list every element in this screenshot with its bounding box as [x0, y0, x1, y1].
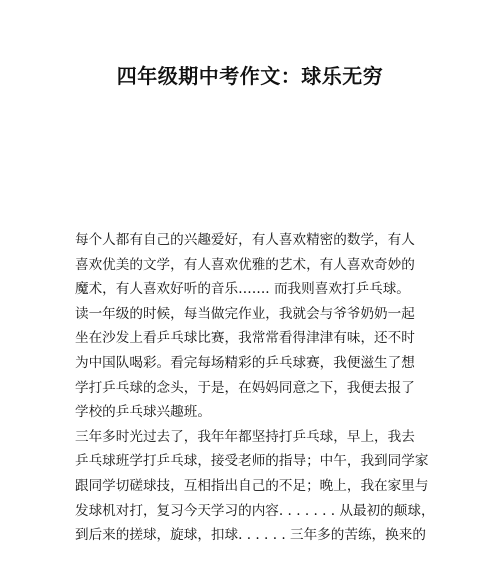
text-line: 乒乓球班学打乒乓球，接受老师的指导；中午，我到同学家: [75, 453, 429, 470]
paragraph-1: [75, 228, 435, 302]
text-line: 三年多时光过去了，我年年都坚持打乒乓球，早上，我去: [75, 428, 415, 445]
text-line: 每个人都有自己的兴趣爱好，有人喜欢精密的数学，有人: [75, 232, 415, 248]
text-line: 喜欢优美的文学，有人喜欢优雅的艺术，有人喜欢奇妙的: [75, 256, 415, 273]
text-line: 跟同学切磋球技，互相指出自己的不足；晚上，我在家里与: [75, 477, 429, 494]
text-line: 学打乒乓球的念头，于是，在妈妈同意之下，我便去报了: [75, 379, 415, 396]
text-line: 魔术，有人喜欢好听的音乐……. 而我则喜欢打乒乓球。: [75, 281, 410, 298]
text-line: 学校的乒乓球兴趣班。: [75, 404, 211, 421]
text-line: 坐在沙发上看乒乓球比赛，我常常看得津津有味，还不时: [75, 330, 415, 347]
text-line: 发球机对打，复习今天学习的内容. . . . . . . 从最初的颠球，: [75, 502, 435, 519]
paragraph-2: [75, 302, 435, 425]
essay-body: [75, 228, 435, 548]
text-line: 到后来的搓球，旋球，扣球. . . . . . 三年多的苦练，换来的: [75, 527, 426, 544]
document-title: 四年级期中考作文：球乐无穷: [116, 64, 384, 88]
text-line: 读一年级的时候，每当做完作业，我就会与爷爷奶奶一起: [75, 305, 415, 322]
paragraph-3: [75, 425, 435, 548]
text-line: 为中国队喝彩。看完每场精彩的乒乓球赛，我便滋生了想: [75, 354, 415, 371]
